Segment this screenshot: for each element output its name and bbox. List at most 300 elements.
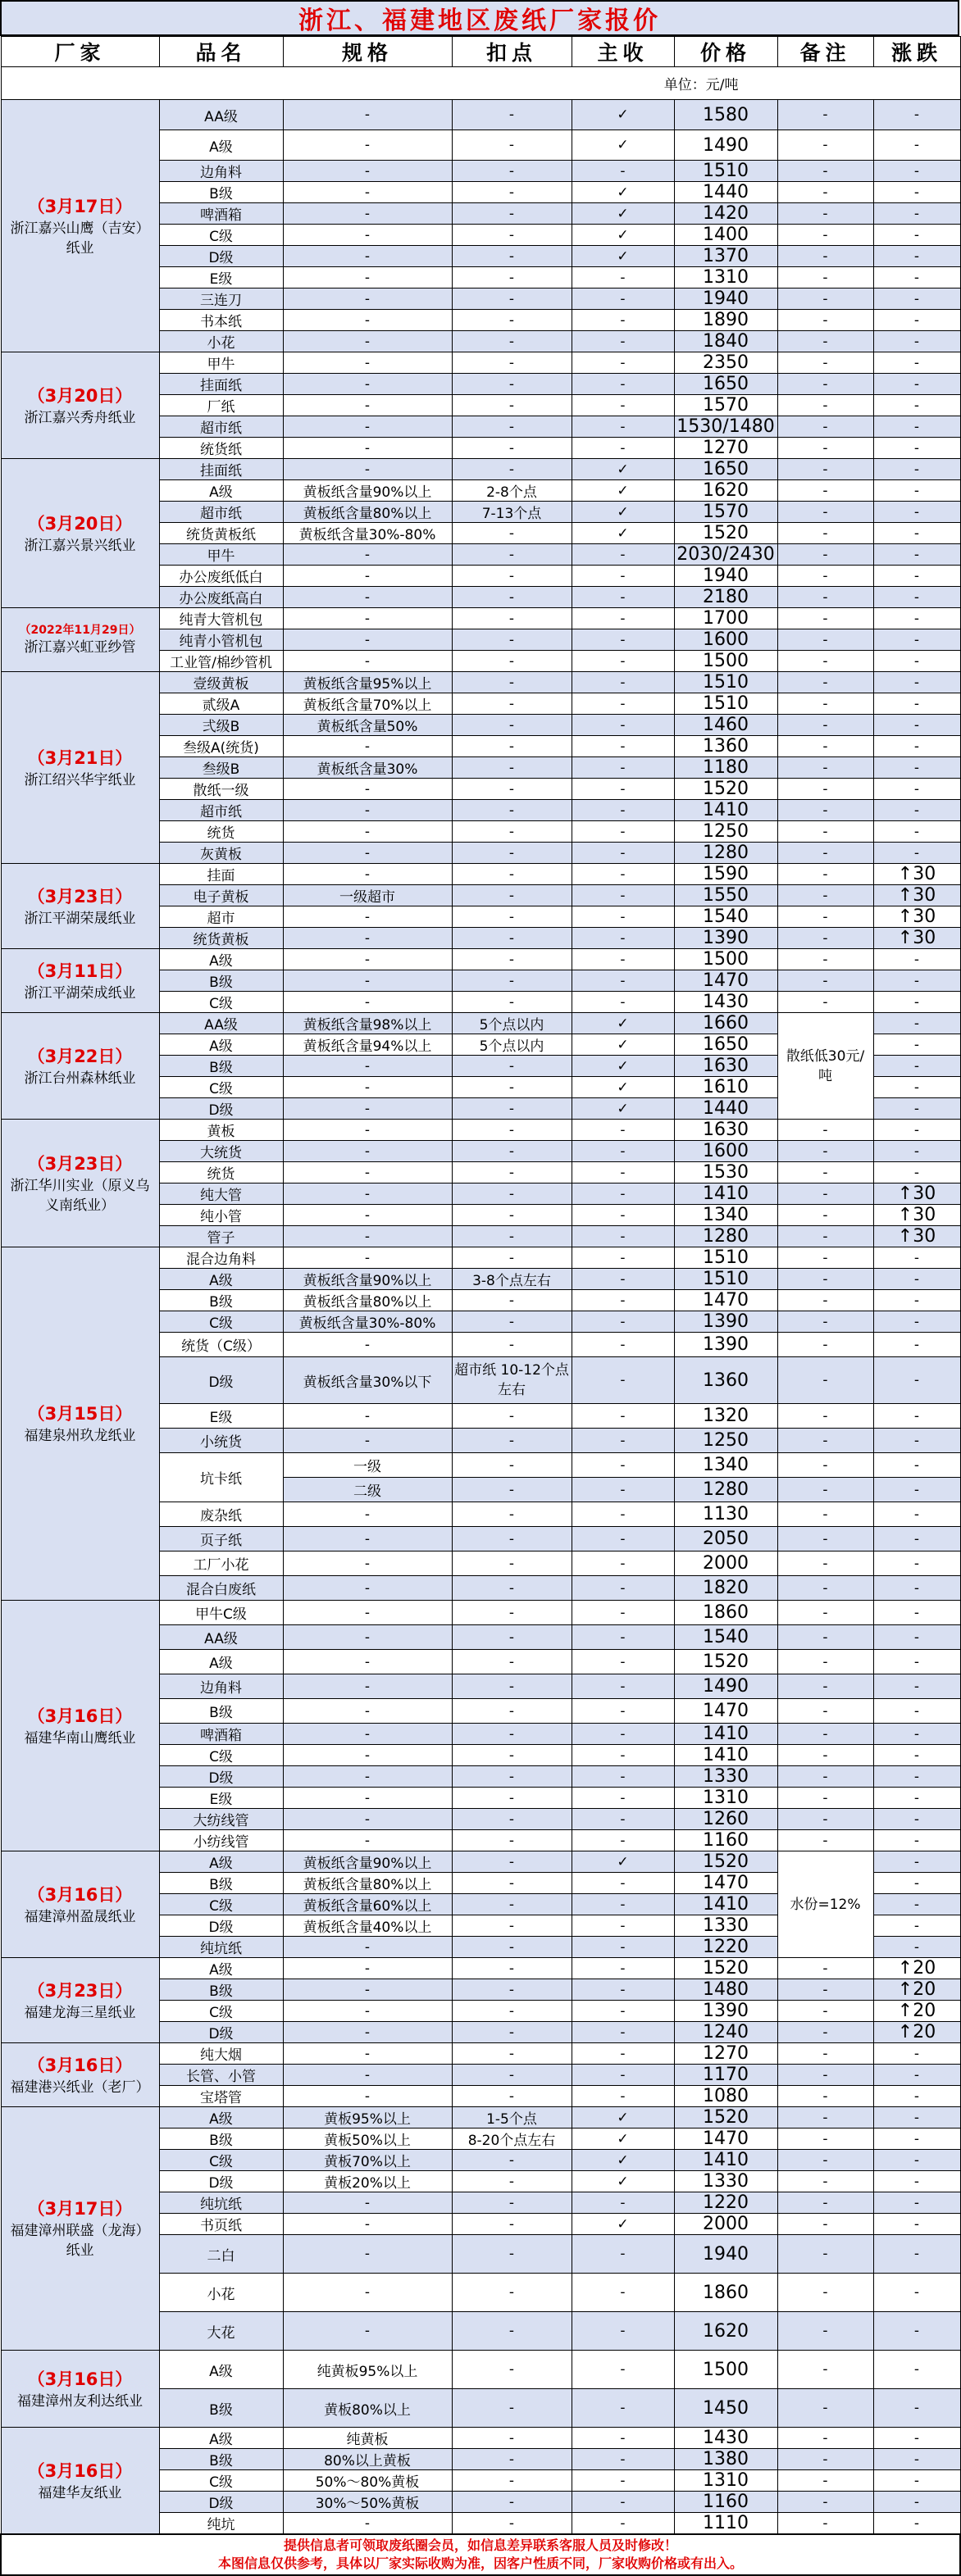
product-cell: 纯小管: [159, 1205, 283, 1226]
main-purchase-cell: ✓: [572, 459, 674, 480]
factory-name: 福建漳州友利达纸业: [17, 2392, 143, 2410]
price-cell: 1510: [674, 161, 777, 182]
product-cell: B级: [159, 1290, 283, 1311]
main-purchase-cell: -: [572, 1674, 674, 1699]
price-cell: 2050: [674, 1527, 777, 1552]
product-cell: 超市纸: [159, 800, 283, 821]
deduction-cell: -: [452, 1809, 572, 1830]
header-change: 涨跌: [873, 37, 960, 67]
price-cell: 1390: [674, 928, 777, 949]
product-cell: B级: [159, 2128, 283, 2150]
deduction-cell: -: [452, 1674, 572, 1699]
main-purchase-cell: -: [572, 352, 674, 374]
factory-cell: [1, 1851, 159, 1958]
deduction-cell: -: [452, 1527, 572, 1552]
main-purchase-cell: -: [572, 1333, 674, 1357]
product-cell: 超市纸: [159, 502, 283, 523]
spec-cell: -: [283, 1979, 452, 2001]
change-cell: -: [873, 2086, 960, 2107]
deduction-cell: -: [452, 1625, 572, 1650]
price-cell: 1330: [674, 1915, 777, 1937]
product-cell: 纯大管: [159, 1184, 283, 1205]
product-cell: 挂面纸: [159, 459, 283, 480]
note-cell: -: [777, 1120, 873, 1141]
price-cell: 1340: [674, 1453, 777, 1478]
note-cell: -: [777, 587, 873, 608]
spec-cell: 黄板80%以上: [283, 2389, 452, 2428]
note-cell: -: [777, 1141, 873, 1162]
change-cell: -: [873, 629, 960, 651]
price-cell: 1430: [674, 2428, 777, 2449]
footer-note: [1, 2534, 960, 2575]
product-cell: 电子黄板: [159, 885, 283, 906]
product-cell: 叁级A(统货): [159, 736, 283, 757]
spec-cell: 黄板纸含量50%: [283, 715, 452, 736]
spec-cell: -: [283, 1745, 452, 1766]
spec-cell: -: [283, 566, 452, 587]
spec-cell: -: [283, 1625, 452, 1650]
change-cell: -: [873, 1141, 960, 1162]
change-cell: -: [873, 1502, 960, 1527]
note-cell: -: [777, 715, 873, 736]
product-cell: B级: [159, 2389, 283, 2428]
factory-name: 浙江平湖荣晟纸业: [24, 910, 136, 927]
deduction-cell: -: [452, 672, 572, 693]
spec-cell: -: [283, 2274, 452, 2312]
main-purchase-cell: -: [572, 1247, 674, 1269]
deduction-cell: -: [452, 225, 572, 246]
factory-name: 浙江台州森林纸业: [24, 1070, 136, 1087]
product-cell: A级: [159, 1269, 283, 1290]
change-cell: -: [873, 310, 960, 331]
deduction-cell: -: [452, 800, 572, 821]
price-cell: 1490: [674, 1674, 777, 1699]
note-cell: -: [777, 1576, 873, 1601]
spec-cell: -: [283, 1247, 452, 1269]
deduction-cell: -: [452, 1502, 572, 1527]
change-cell: -: [873, 1527, 960, 1552]
spec-cell: 黄板纸含量80%以上: [283, 502, 452, 523]
price-cell: 1160: [674, 2492, 777, 2513]
price-cell: 1470: [674, 2128, 777, 2150]
spec-cell: 黄板纸含量80%以上: [283, 1873, 452, 1894]
main-purchase-cell: -: [572, 1809, 674, 1830]
product-cell: C级: [159, 2150, 283, 2171]
main-purchase-cell: ✓: [572, 523, 674, 544]
deduction-cell: -: [452, 2043, 572, 2065]
note-cell: -: [777, 1290, 873, 1311]
main-purchase-cell: -: [572, 1502, 674, 1527]
product-cell: 超市纸: [159, 416, 283, 438]
main-purchase-cell: -: [572, 992, 674, 1013]
product-cell: B级: [159, 1873, 283, 1894]
change-cell: -: [873, 1576, 960, 1601]
price-cell: 1520: [674, 1650, 777, 1674]
deduction-cell: -: [452, 2235, 572, 2274]
spec-cell: -: [283, 1650, 452, 1674]
deduction-cell: -: [452, 1873, 572, 1894]
spec-cell: -: [283, 1502, 452, 1527]
spec-cell: 黄板20%以上: [283, 2171, 452, 2192]
spec-cell: -: [283, 608, 452, 629]
product-cell: 混合白废纸: [159, 1576, 283, 1601]
note-cell: -: [777, 2389, 873, 2428]
product-cell: 统货黄板纸: [159, 523, 283, 544]
deduction-cell: -: [452, 395, 572, 416]
factory-cell: [1, 352, 159, 459]
change-cell: -: [873, 1453, 960, 1478]
unit-row: [1, 67, 960, 100]
main-purchase-cell: -: [572, 2274, 674, 2312]
factory-name: 浙江绍兴华宇纸业: [24, 771, 136, 788]
note-cell: -: [777, 1404, 873, 1429]
change-cell: -: [873, 1404, 960, 1429]
product-cell: A级: [159, 1851, 283, 1873]
price-cell: 1410: [674, 1745, 777, 1766]
price-cell: 1460: [674, 715, 777, 736]
main-purchase-cell: -: [572, 1120, 674, 1141]
main-purchase-cell: -: [572, 587, 674, 608]
spec-cell: 黄板纸含量30%: [283, 757, 452, 779]
product-cell: A级: [159, 2428, 283, 2449]
note-cell: -: [777, 1724, 873, 1745]
change-cell: -: [873, 130, 960, 161]
note-cell: -: [777, 1745, 873, 1766]
spec-cell: -: [283, 736, 452, 757]
note-cell: -: [777, 2128, 873, 2150]
deduction-cell: -: [452, 267, 572, 288]
change-cell: -: [873, 1357, 960, 1404]
table-row: [1, 949, 960, 970]
product-cell: C级: [159, 225, 283, 246]
deduction-cell: 1-5个点: [452, 2107, 572, 2128]
main-purchase-cell: -: [572, 1873, 674, 1894]
change-cell: -: [873, 1699, 960, 1724]
spec-cell: -: [283, 970, 452, 992]
main-purchase-cell: -: [572, 1404, 674, 1429]
spec-cell: 纯黄板: [283, 2428, 452, 2449]
main-purchase-cell: ✓: [572, 182, 674, 203]
change-cell: -: [873, 651, 960, 672]
change-cell: -: [873, 2235, 960, 2274]
price-cell: 1310: [674, 2470, 777, 2492]
main-purchase-cell: -: [572, 161, 674, 182]
change-cell: -: [873, 1788, 960, 1809]
change-cell: -: [873, 693, 960, 715]
spec-cell: -: [283, 1527, 452, 1552]
spec-cell: 80%以上黄板: [283, 2449, 452, 2470]
product-cell: B级: [159, 1979, 283, 2001]
main-purchase-cell: -: [572, 1724, 674, 1745]
spec-cell: -: [283, 1184, 452, 1205]
deduction-cell: -: [452, 1404, 572, 1429]
main-purchase-cell: ✓: [572, 1013, 674, 1034]
main-purchase-cell: ✓: [572, 2150, 674, 2171]
note-cell: -: [777, 949, 873, 970]
spec-cell: 黄板纸含量94%以上: [283, 1034, 452, 1056]
deduction-cell: -: [452, 821, 572, 843]
product-cell: 统货纸: [159, 438, 283, 459]
price-cell: 1530: [674, 1162, 777, 1184]
change-cell: -: [873, 2107, 960, 2128]
deduction-cell: -: [452, 2513, 572, 2535]
change-cell: -: [873, 757, 960, 779]
price-cell: 1220: [674, 2192, 777, 2214]
main-purchase-cell: -: [572, 544, 674, 566]
change-cell: -: [873, 100, 960, 130]
product-cell: 统货黄板: [159, 928, 283, 949]
spec-cell: -: [283, 821, 452, 843]
main-purchase-cell: ✓: [572, 1851, 674, 1873]
note-cell: -: [777, 906, 873, 928]
change-cell: -: [873, 2492, 960, 2513]
factory-date: （3月20日）: [27, 513, 133, 534]
price-cell: 1330: [674, 2171, 777, 2192]
change-cell: -: [873, 331, 960, 352]
deduction-cell: -: [452, 1056, 572, 1077]
spec-cell: -: [283, 2043, 452, 2065]
factory-cell: [1, 2428, 159, 2535]
main-purchase-cell: -: [572, 566, 674, 587]
price-cell: 1890: [674, 310, 777, 331]
deduction-cell: -: [452, 2171, 572, 2192]
product-cell: A级: [159, 1034, 283, 1056]
note-cell: -: [777, 651, 873, 672]
note-cell: -: [777, 246, 873, 267]
deduction-cell: -: [452, 1650, 572, 1674]
spec-cell: 纯黄板95%以上: [283, 2351, 452, 2389]
price-cell: 1410: [674, 2150, 777, 2171]
change-cell: -: [873, 544, 960, 566]
change-cell: -: [873, 416, 960, 438]
note-cell: -: [777, 502, 873, 523]
main-purchase-cell: -: [572, 885, 674, 906]
spec-cell: -: [283, 1077, 452, 1098]
price-cell: 1390: [674, 2001, 777, 2022]
note-cell: -: [777, 1205, 873, 1226]
deduction-cell: -: [452, 906, 572, 928]
main-purchase-cell: -: [572, 2086, 674, 2107]
deduction-cell: -: [452, 885, 572, 906]
change-cell: -: [873, 438, 960, 459]
note-cell: -: [777, 130, 873, 161]
product-cell: 大花: [159, 2312, 283, 2351]
spec-cell: 30%～50%黄板: [283, 2492, 452, 2513]
change-cell: -: [873, 1311, 960, 1333]
change-cell: -: [873, 1290, 960, 1311]
table-row: [1, 1851, 960, 1873]
change-cell: -: [873, 1247, 960, 1269]
spec-cell: -: [283, 310, 452, 331]
change-cell: -: [873, 800, 960, 821]
product-cell: 小花: [159, 2274, 283, 2312]
change-cell: -: [873, 843, 960, 864]
main-purchase-cell: -: [572, 757, 674, 779]
change-cell: -: [873, 1809, 960, 1830]
factory-date: （3月23日）: [27, 886, 133, 906]
deduction-cell: -: [452, 843, 572, 864]
spec-cell: 黄板纸含量40%以上: [283, 1915, 452, 1937]
deduction-cell: -: [452, 1699, 572, 1724]
deduction-cell: -: [452, 715, 572, 736]
main-purchase-cell: -: [572, 1527, 674, 1552]
main-purchase-cell: -: [572, 651, 674, 672]
price-cell: 1510: [674, 1269, 777, 1290]
price-cell: 1280: [674, 843, 777, 864]
product-cell: B级: [159, 182, 283, 203]
deduction-cell: -: [452, 1766, 572, 1788]
deduction-cell: -: [452, 1552, 572, 1576]
price-table: [0, 36, 961, 2576]
note-cell: -: [777, 1601, 873, 1625]
change-cell: -: [873, 1650, 960, 1674]
note-cell: -: [777, 1453, 873, 1478]
product-cell: 黄板: [159, 1120, 283, 1141]
spec-cell: 黄板50%以上: [283, 2128, 452, 2150]
change-cell: ↑20: [873, 2022, 960, 2043]
spec-cell: -: [283, 182, 452, 203]
product-cell: 管子: [159, 1226, 283, 1247]
factory-date: （3月21日）: [27, 747, 133, 768]
price-cell: 1250: [674, 821, 777, 843]
main-purchase-cell: -: [572, 906, 674, 928]
spec-cell: 黄板纸含量70%以上: [283, 693, 452, 715]
price-cell: 1170: [674, 2065, 777, 2086]
spec-cell: 一级超市: [283, 885, 452, 906]
deduction-cell: -: [452, 1937, 572, 1958]
price-cell: 2350: [674, 352, 777, 374]
change-cell: -: [873, 352, 960, 374]
price-cell: 1860: [674, 1601, 777, 1625]
deduction-cell: -: [452, 2022, 572, 2043]
product-cell: 二白: [159, 2235, 283, 2274]
price-cell: 1520: [674, 2107, 777, 2128]
spec-cell: -: [283, 1429, 452, 1453]
product-cell: 纯大烟: [159, 2043, 283, 2065]
note-cell: -: [777, 1809, 873, 1830]
price-cell: 1250: [674, 1429, 777, 1453]
change-cell: -: [873, 672, 960, 693]
spec-cell: -: [283, 2192, 452, 2214]
price-cell: 1550: [674, 885, 777, 906]
note-cell: -: [777, 1699, 873, 1724]
factory-date: （2022年11月29日）: [19, 623, 141, 637]
change-cell: -: [873, 161, 960, 182]
factory-cell: [1, 2043, 159, 2107]
deduction-cell: -: [452, 1915, 572, 1937]
factory-name: 福建华南山鹰纸业: [24, 1729, 136, 1747]
deduction-cell: -: [452, 1851, 572, 1873]
change-cell: -: [873, 2150, 960, 2171]
note-cell: -: [777, 1247, 873, 1269]
deduction-cell: -: [452, 1290, 572, 1311]
change-cell: -: [873, 1333, 960, 1357]
main-purchase-cell: -: [572, 1915, 674, 1937]
main-purchase-cell: -: [572, 2428, 674, 2449]
price-cell: 1840: [674, 331, 777, 352]
main-purchase-cell: -: [572, 2065, 674, 2086]
note-cell: -: [777, 2214, 873, 2235]
main-purchase-cell: -: [572, 693, 674, 715]
deduction-cell: 2-8个点: [452, 480, 572, 502]
price-cell: 1310: [674, 267, 777, 288]
main-purchase-cell: -: [572, 1894, 674, 1915]
deduction-cell: -: [452, 1120, 572, 1141]
change-cell: ↑30: [873, 1226, 960, 1247]
change-cell: -: [873, 1873, 960, 1894]
product-cell: 办公废纸低白: [159, 566, 283, 587]
deduction-cell: -: [452, 928, 572, 949]
factory-date: （3月15日）: [27, 1404, 133, 1424]
factory-cell: [1, 608, 159, 672]
price-cell: 1940: [674, 566, 777, 587]
main-purchase-cell: ✓: [572, 203, 674, 225]
product-cell: A级: [159, 949, 283, 970]
change-cell: ↑30: [873, 928, 960, 949]
price-cell: 1510: [674, 1247, 777, 1269]
factory-date: （3月22日）: [27, 1046, 133, 1066]
deduction-cell: -: [452, 459, 572, 480]
price-cell: 1400: [674, 225, 777, 246]
factory-date: （3月17日）: [27, 2199, 133, 2219]
header-product: 品名: [159, 37, 283, 67]
price-cell: 1410: [674, 1184, 777, 1205]
main-purchase-cell: -: [572, 928, 674, 949]
change-cell: -: [873, 1601, 960, 1625]
product-cell: A级: [159, 130, 283, 161]
change-cell: -: [873, 2043, 960, 2065]
note-cell: -: [777, 544, 873, 566]
price-cell: 1520: [674, 1958, 777, 1979]
product-cell: 超市: [159, 906, 283, 928]
deduction-cell: -: [452, 331, 572, 352]
spec-cell: -: [283, 2022, 452, 2043]
price-cell: 1360: [674, 1357, 777, 1404]
spec-cell: 黄板纸含量90%以上: [283, 1269, 452, 1290]
deduction-cell: -: [452, 608, 572, 629]
table-row: [1, 2351, 960, 2389]
change-cell: -: [873, 1269, 960, 1290]
price-cell: 1330: [674, 1766, 777, 1788]
factory-name: 福建龙海三星纸业: [24, 2004, 136, 2021]
price-cell: 1180: [674, 757, 777, 779]
price-cell: 1540: [674, 1625, 777, 1650]
product-cell: 长管、小管: [159, 2065, 283, 2086]
deduction-cell: -: [452, 310, 572, 331]
spec-cell: -: [283, 1205, 452, 1226]
product-cell: C级: [159, 1077, 283, 1098]
note-cell: -: [777, 608, 873, 629]
main-purchase-cell: -: [572, 608, 674, 629]
price-cell: 1590: [674, 864, 777, 885]
factory-date: （3月17日）: [27, 196, 133, 216]
price-cell: 1660: [674, 1013, 777, 1034]
change-cell: ↑30: [873, 885, 960, 906]
main-purchase-cell: ✓: [572, 100, 674, 130]
product-cell: 统货: [159, 1162, 283, 1184]
deduction-cell: -: [452, 2312, 572, 2351]
change-cell: -: [873, 1478, 960, 1502]
product-cell: E级: [159, 267, 283, 288]
product-cell: C级: [159, 1745, 283, 1766]
product-cell: AA级: [159, 1013, 283, 1034]
change-cell: -: [873, 2449, 960, 2470]
change-cell: -: [873, 1625, 960, 1650]
spec-cell: -: [283, 544, 452, 566]
note-cell: -: [777, 1357, 873, 1404]
table-row: [1, 1120, 960, 1141]
price-cell: 1390: [674, 1333, 777, 1357]
